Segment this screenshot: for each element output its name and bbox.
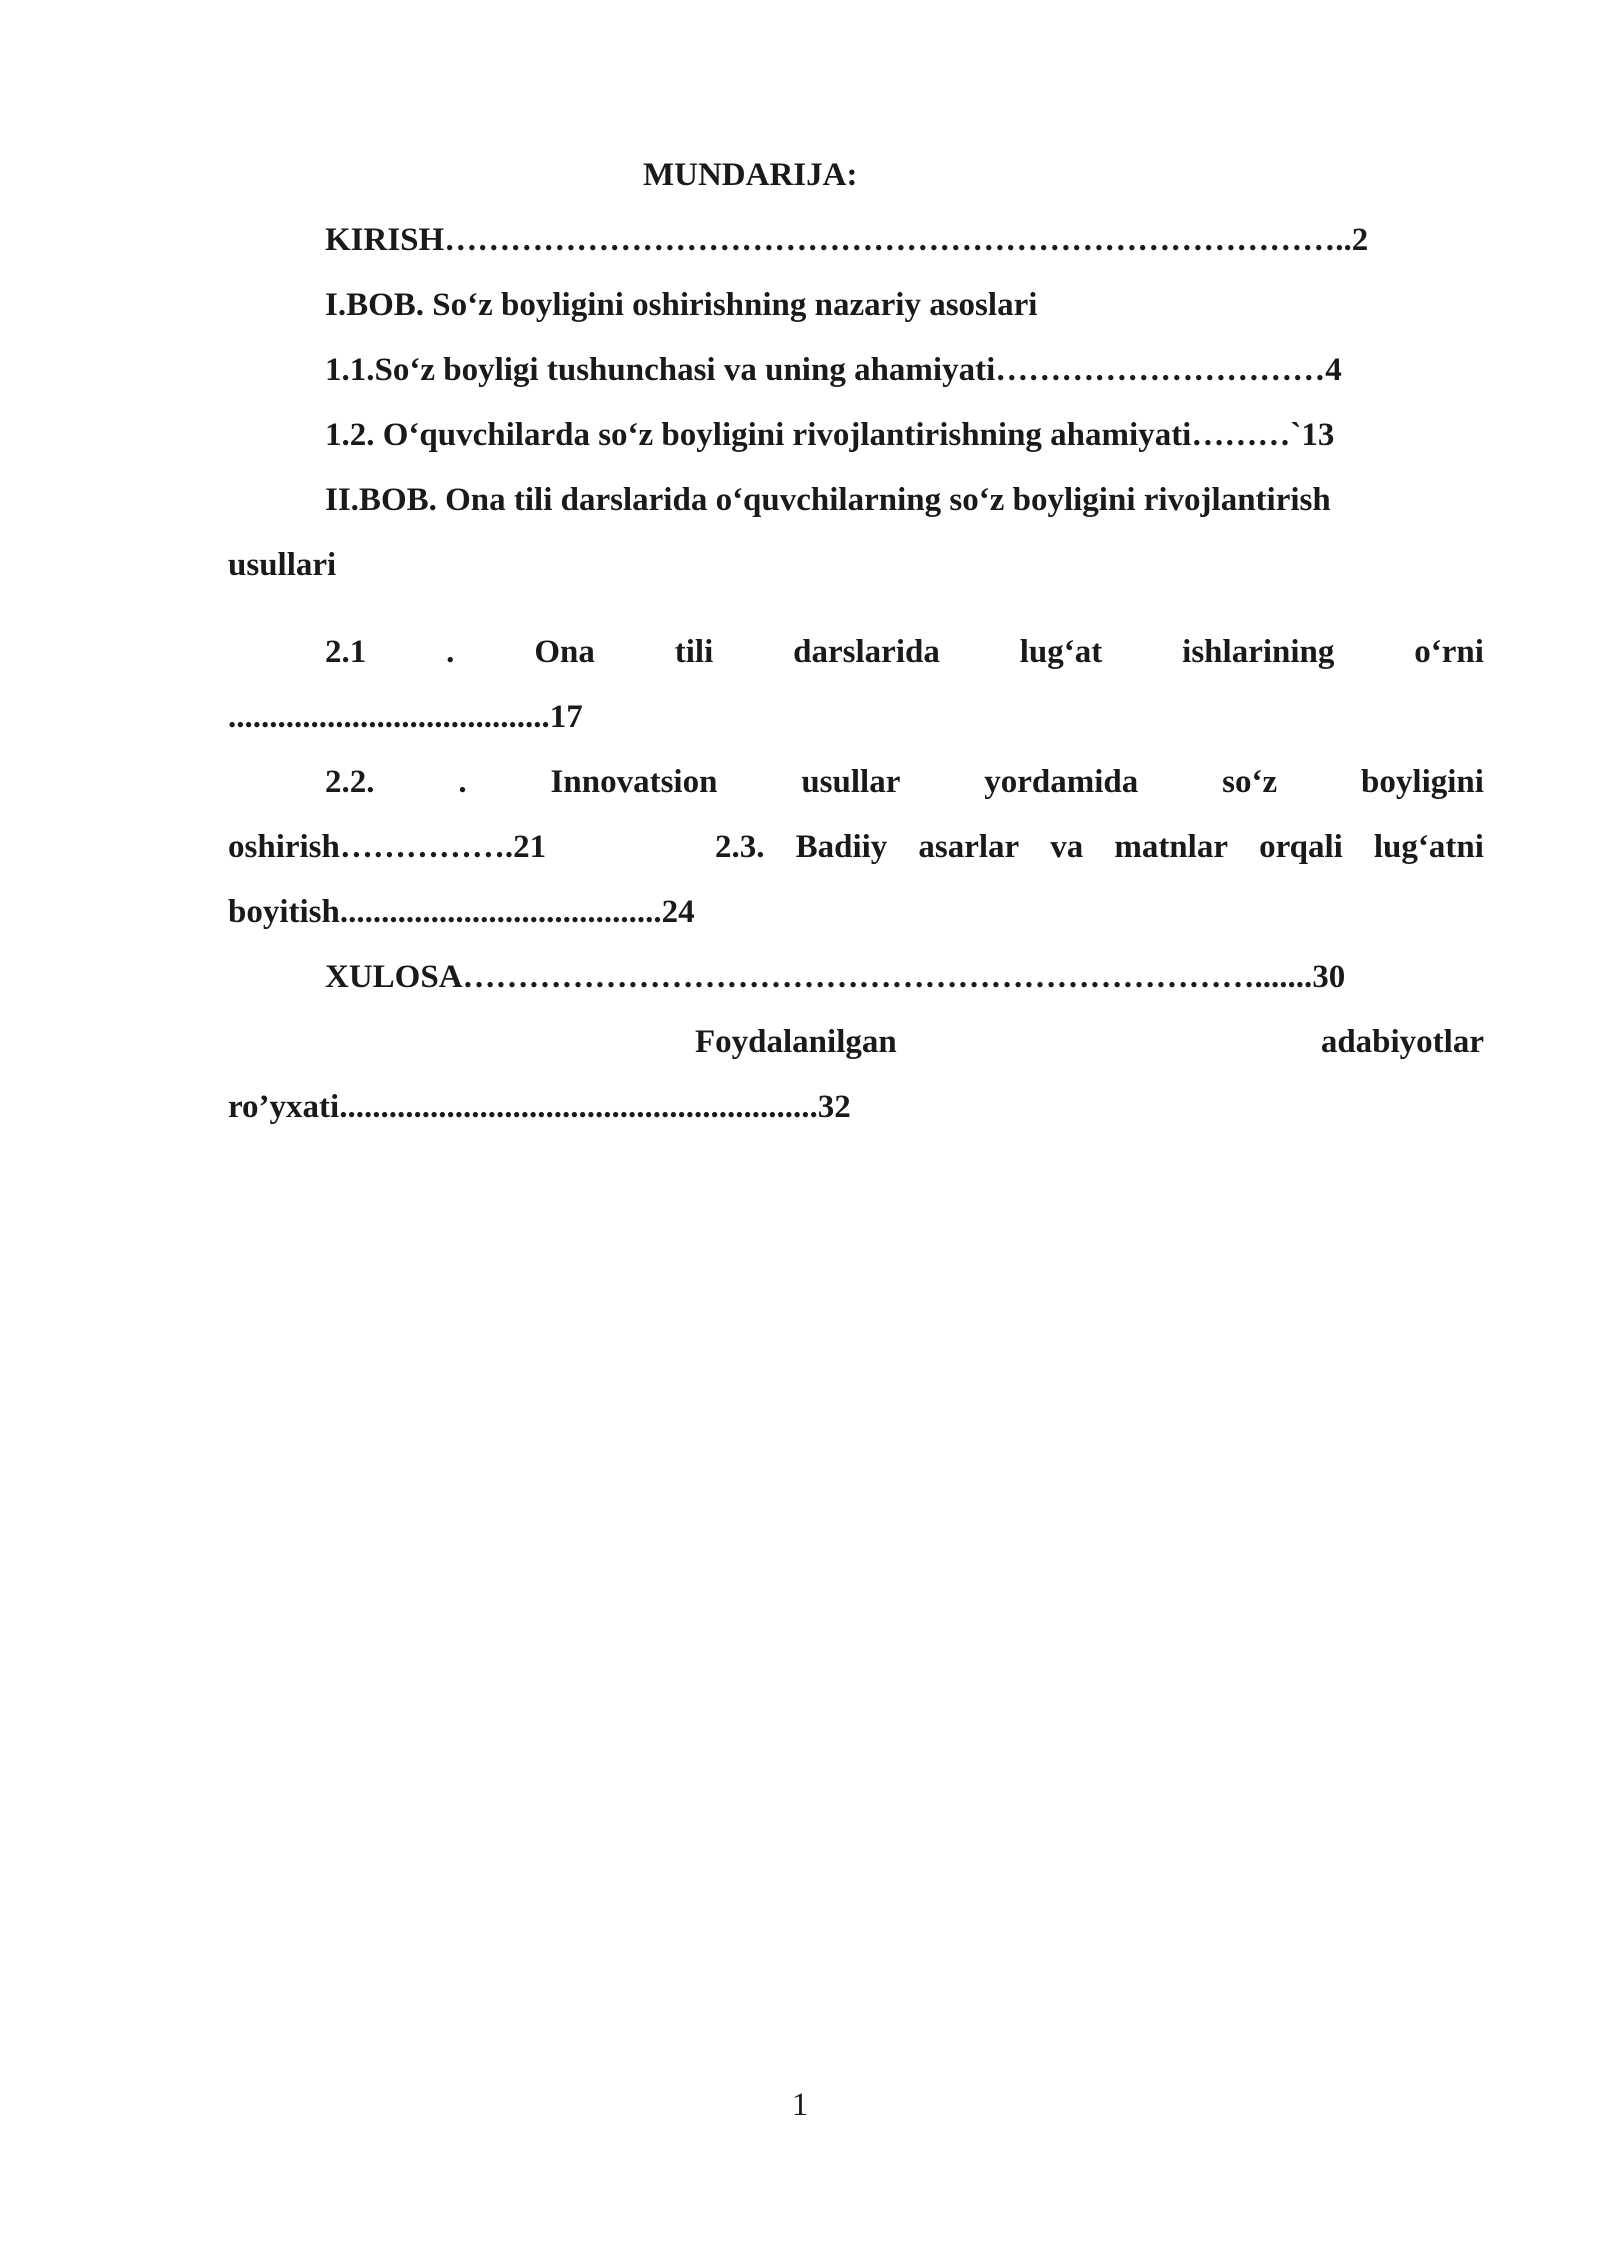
toc-word: lug‘atni (1373, 829, 1484, 865)
toc-word: boyligini (1361, 764, 1484, 800)
toc-entry-section-2-3 (715, 827, 1484, 867)
toc-word: ishlarining (1182, 634, 1335, 670)
toc-word: yordamida (984, 764, 1139, 800)
toc-word: matnlar (1114, 829, 1228, 865)
toc-word: 2.2. (325, 764, 375, 800)
toc-entry-section-2-1-page: .......................................17 (228, 699, 583, 735)
toc-entry-section-1-1: 1.1.So‘z boyligi tushunchasi va uning ahamiyati…………………………4 (325, 352, 1342, 388)
toc-word: orqali (1259, 829, 1343, 865)
toc-entry-kirish: KIRISH………………………………………………………………………..2 (325, 222, 1369, 258)
toc-entry-section-2-2-page: oshirish…………….21 (228, 829, 547, 865)
toc-word: 2.3. (715, 829, 765, 865)
page-number: 1 (791, 2087, 809, 2123)
toc-word: usullar (801, 764, 901, 800)
toc-word: Badiiy (795, 829, 888, 865)
toc-word: darslarida (793, 634, 940, 670)
toc-word: . (446, 634, 455, 670)
toc-word: o‘rni (1414, 634, 1484, 670)
toc-entry-references-page: ro’yxati..........................................................32 (228, 1089, 851, 1125)
toc-title: MUNDARIJA: (643, 157, 858, 193)
toc-word: . (458, 764, 467, 800)
toc-word: va (1050, 829, 1084, 865)
toc-entry-chapter-1: I.BOB. So‘z boyligini oshirishning nazariy asoslari (325, 287, 1038, 323)
toc-entry-section-2-3-page: boyitish.......................................24 (228, 894, 695, 930)
toc-entry-references (695, 1022, 1484, 1062)
toc-word: adabiyotlar (1320, 1024, 1484, 1060)
toc-entry-section-2-1 (325, 632, 1484, 672)
toc-word: asarlar (918, 829, 1020, 865)
toc-entry-chapter-2: II.BOB. Ona tili darslarida o‘quvchilarning so‘z boyligini rivojlantirish (325, 482, 1331, 518)
toc-entry-section-2-2 (325, 762, 1484, 802)
toc-entry-chapter-2-continued: usullari (228, 547, 337, 583)
toc-word: 2.1 (325, 634, 367, 670)
toc-entry-section-1-2: 1.2. O‘quvchilarda so‘z boyligini rivojlantirishning ahamiyati………`13 (325, 417, 1335, 453)
toc-word: tili (674, 634, 714, 670)
toc-word: Foydalanilgan (695, 1024, 897, 1060)
toc-word: so‘z (1222, 764, 1278, 800)
toc-word: Innovatsion (550, 764, 718, 800)
toc-word: Ona (534, 634, 595, 670)
toc-word: lug‘at (1019, 634, 1103, 670)
toc-entry-xulosa: XULOSA……………………………………………………………….......30 (325, 959, 1346, 995)
